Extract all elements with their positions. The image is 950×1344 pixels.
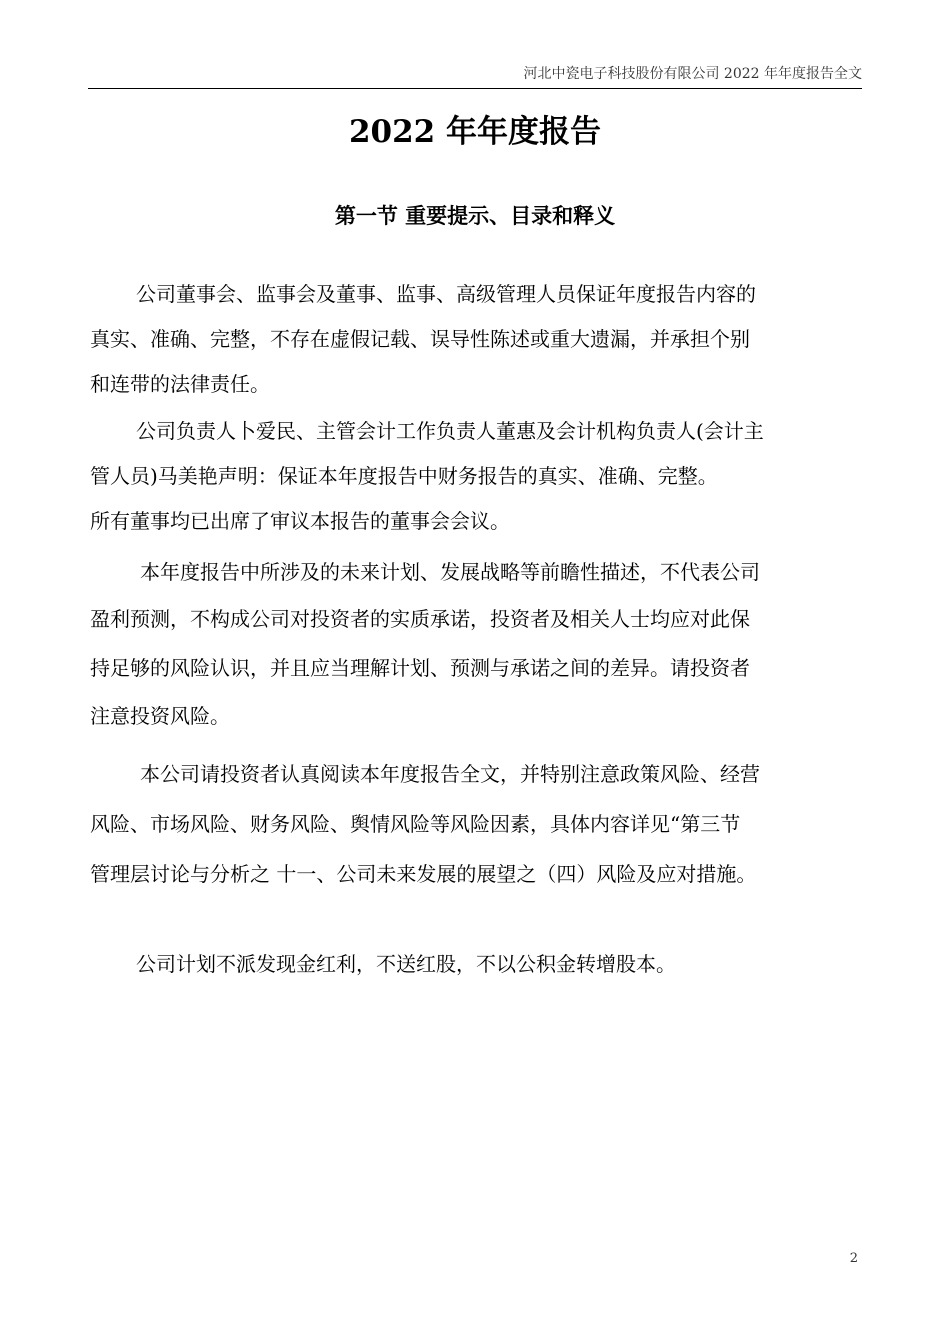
paragraph-line: 盈利预测，不构成公司对投资者的实质承诺，投资者及相关人士均应对此保 — [90, 607, 750, 631]
paragraph-line: 本公司请投资者认真阅读本年度报告全文，并特别注意政策风险、经营 — [140, 762, 760, 786]
paragraph-line: 所有董事均已出席了审议本报告的董事会会议。 — [90, 509, 510, 533]
document-title: 2022 年年度报告 — [348, 114, 602, 150]
paragraph-line: 和连带的法律责任。 — [90, 372, 270, 396]
paragraph-line: 本年度报告中所涉及的未来计划、发展战略等前瞻性描述，不代表公司 — [140, 560, 760, 584]
section-title: 第一节 重要提示、目录和释义 — [334, 203, 616, 228]
paragraph-line: 注意投资风险。 — [90, 704, 230, 728]
paragraph-line: 风险、市场风险、财务风险、舆情风险等风险因素，具体内容详见“第三节 — [90, 812, 741, 836]
paragraph-line: 公司计划不派发现金红利，不送红股，不以公积金转增股本。 — [136, 952, 676, 976]
paragraph-line: 管理层讨论与分析之 十一、公司未来发展的展望之（四）风险及应对措施。 — [90, 862, 757, 886]
paragraph-line: 管人员)马美艳声明：保证本年度报告中财务报告的真实、准确、完整。 — [90, 464, 718, 488]
page-number: 2 — [849, 1251, 858, 1266]
paragraph-line: 公司董事会、监事会及董事、监事、高级管理人员保证年度报告内容的 — [136, 282, 756, 306]
running-header: 河北中瓷电子科技股份有限公司 2022 年年度报告全文 — [523, 66, 862, 82]
paragraph-line: 持足够的风险认识，并且应当理解计划、预测与承诺之间的差异。请投资者 — [90, 656, 750, 680]
paragraph-line: 真实、准确、完整，不存在虚假记载、误导性陈述或重大遗漏，并承担个别 — [90, 327, 750, 351]
header-divider — [88, 88, 862, 89]
paragraph-line: 公司负责人卜爱民、主管会计工作负责人董惠及会计机构负责人(会计主 — [136, 419, 764, 443]
